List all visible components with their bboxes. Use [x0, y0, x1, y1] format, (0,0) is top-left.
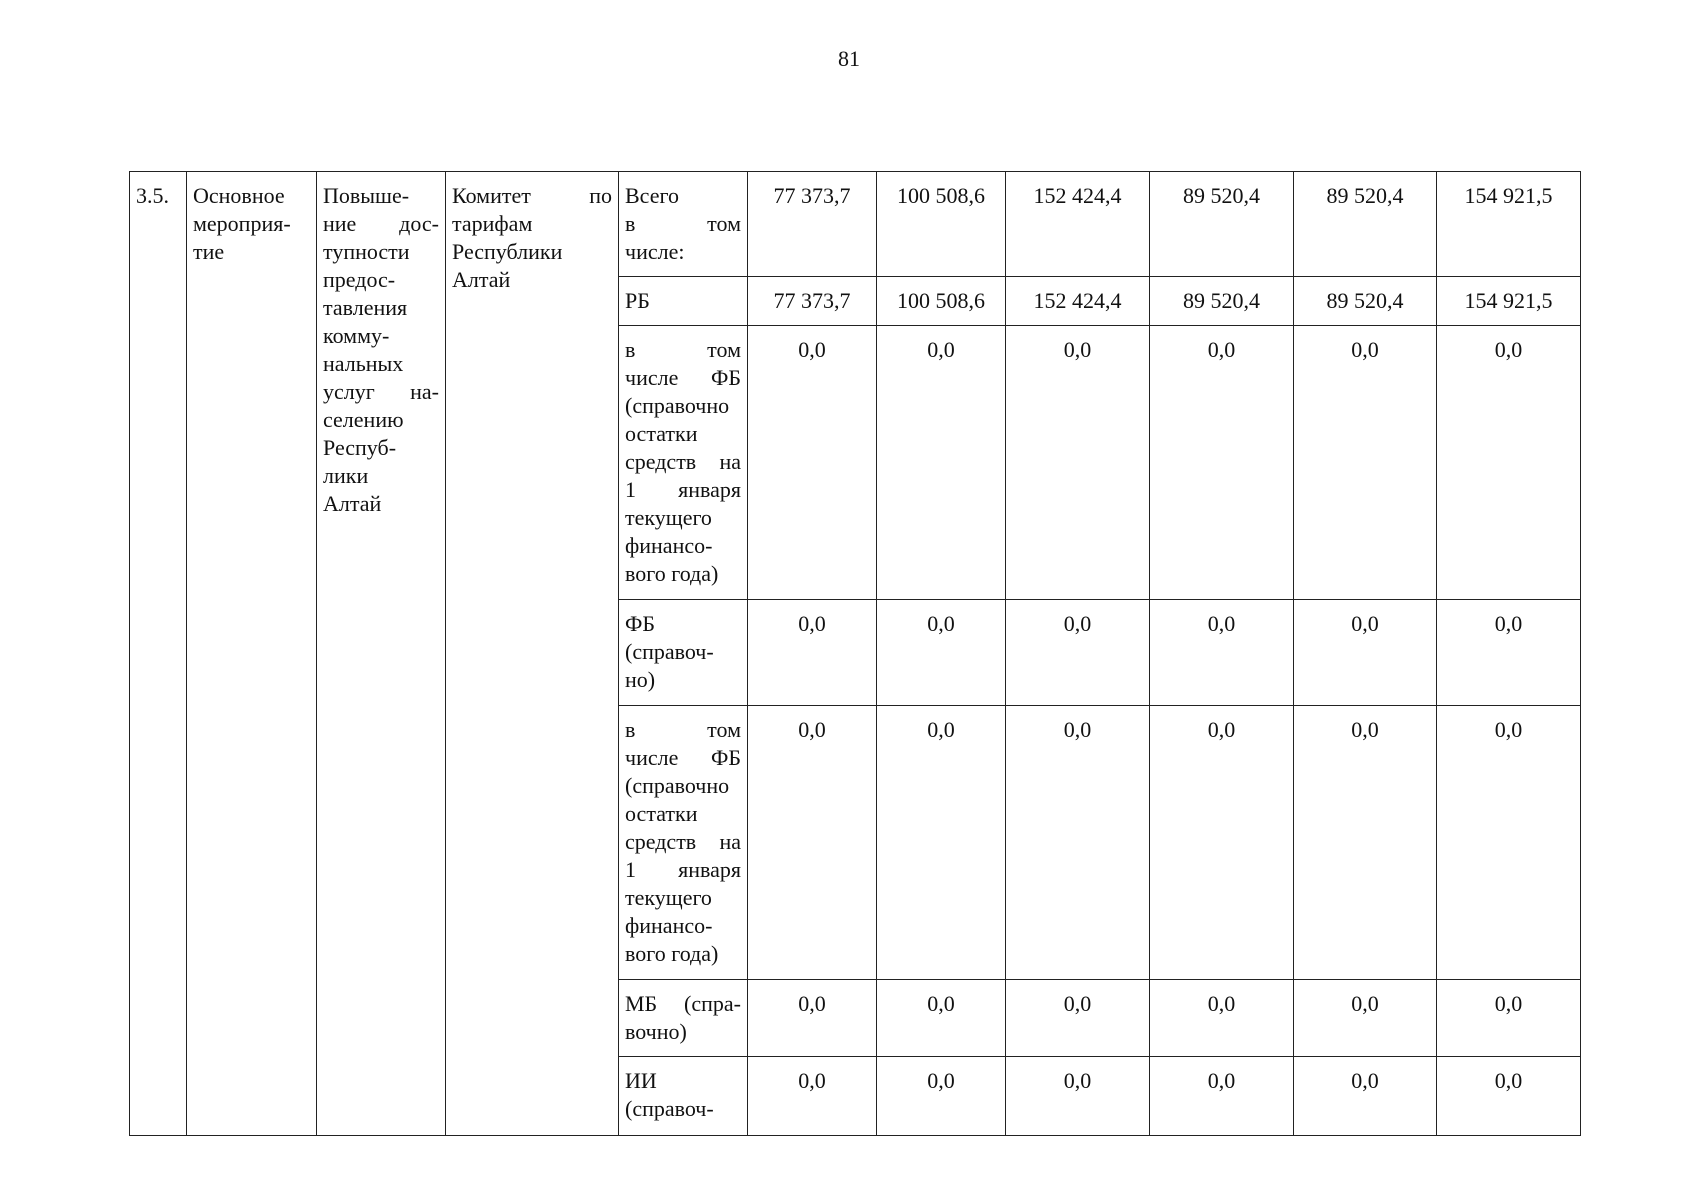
activity-name-cell-line: тупности [323, 239, 410, 264]
value-cell-year-3: 0,0 [1006, 706, 1150, 980]
value-cell-year-3: 152 424,4 [1006, 172, 1150, 277]
funding-source-cell-line: ФБ [625, 611, 656, 636]
value-cell-year-5: 89 520,4 [1294, 277, 1437, 326]
activity-name-cell-line: нальных [323, 351, 404, 376]
funding-source-cell [619, 326, 748, 600]
funding-source-cell-line: средств на [625, 829, 741, 854]
activity-name-cell-line: Повыше- [323, 183, 410, 208]
funding-source-cell [619, 277, 748, 326]
value-cell-year-2: 0,0 [877, 326, 1006, 600]
funding-source-cell [619, 706, 748, 980]
value-cell-year-5: 0,0 [1294, 1057, 1437, 1136]
funding-source-cell-line: средств на [625, 449, 741, 474]
activity-name-cell-line: услуг на- [323, 379, 439, 404]
funding-source-cell-line: (справоч- [625, 639, 714, 664]
funding-source-cell [619, 172, 748, 277]
funding-source-cell-line: вочно) [625, 1019, 687, 1044]
funding-source-cell [619, 1057, 748, 1136]
value-cell-year-5: 0,0 [1294, 326, 1437, 600]
activity-name-cell-line: Респуб- [323, 435, 397, 460]
value-cell-year-3: 152 424,4 [1006, 277, 1150, 326]
funding-source-cell-line: финансо- [625, 913, 713, 938]
funding-source-cell-line: (справоч- [625, 1096, 714, 1121]
funding-source-cell-line: остатки [625, 421, 698, 446]
funding-source-cell-line: 1 января [625, 857, 741, 882]
value-cell-year-2: 0,0 [877, 706, 1006, 980]
value-cell-year-2: 0,0 [877, 1057, 1006, 1136]
executor-cell-line: Алтай [452, 267, 511, 292]
activity-name-cell-line: тавления [323, 295, 408, 320]
activity-type-cell-line: мероприя- [193, 211, 291, 236]
value-cell-year-5: 0,0 [1294, 600, 1437, 706]
value-cell-year-6: 154 921,5 [1437, 172, 1581, 277]
activity-type-cell [187, 172, 317, 1136]
value-cell-year-3: 0,0 [1006, 1057, 1150, 1136]
funding-source-cell-line: в том [625, 337, 741, 362]
funding-source-cell-line: Всего [625, 183, 679, 208]
activity-name-cell-line: селению [323, 407, 404, 432]
value-cell-year-1: 0,0 [748, 1057, 877, 1136]
value-cell-year-1: 0,0 [748, 980, 877, 1057]
funding-source-cell-line: (справочно [625, 773, 730, 798]
value-cell-year-1: 77 373,7 [748, 172, 877, 277]
funding-source-cell [619, 980, 748, 1057]
activity-name-cell-line: предос- [323, 267, 396, 292]
value-cell-year-1: 0,0 [748, 600, 877, 706]
value-cell-year-1: 0,0 [748, 706, 877, 980]
value-cell-year-2: 100 508,6 [877, 172, 1006, 277]
executor-cell-line: Комитет по [452, 183, 612, 208]
row-number-cell: 3.5. [130, 172, 187, 1136]
value-cell-year-6: 0,0 [1437, 326, 1581, 600]
funding-source-cell-line: МБ (спра- [625, 991, 741, 1016]
executor-cell [446, 172, 619, 1136]
funding-source-cell-line: текущего [625, 885, 712, 910]
activity-name-cell [317, 172, 446, 1136]
funding-source-cell-line: ИИ [625, 1068, 657, 1093]
value-cell-year-4: 0,0 [1150, 1057, 1294, 1136]
activity-type-cell-line: Основное [193, 183, 285, 208]
value-cell-year-3: 0,0 [1006, 326, 1150, 600]
table-row [130, 172, 1581, 277]
value-cell-year-5: 0,0 [1294, 980, 1437, 1057]
value-cell-year-6: 0,0 [1437, 1057, 1581, 1136]
value-cell-year-4: 0,0 [1150, 980, 1294, 1057]
funding-source-cell-line: РБ [625, 288, 650, 313]
funding-source-cell-line: финансо- [625, 533, 713, 558]
value-cell-year-3: 0,0 [1006, 980, 1150, 1057]
activity-name-cell-line: лики [323, 463, 369, 488]
value-cell-year-6: 0,0 [1437, 600, 1581, 706]
funding-table [129, 171, 1581, 1136]
executor-cell-line: Республики [452, 239, 563, 264]
value-cell-year-4: 0,0 [1150, 326, 1294, 600]
funding-source-cell [619, 600, 748, 706]
page-number: 81 [838, 46, 860, 71]
funding-source-cell-line: в том [625, 211, 741, 236]
value-cell-year-1: 0,0 [748, 326, 877, 600]
funding-source-cell-line: числе ФБ [625, 745, 741, 770]
executor-cell-line: тарифам [452, 211, 533, 236]
funding-source-cell-line: остатки [625, 801, 698, 826]
funding-source-cell-line: числе ФБ [625, 365, 741, 390]
value-cell-year-4: 89 520,4 [1150, 172, 1294, 277]
value-cell-year-5: 89 520,4 [1294, 172, 1437, 277]
funding-source-cell-line: но) [625, 667, 656, 692]
value-cell-year-6: 0,0 [1437, 706, 1581, 980]
value-cell-year-2: 100 508,6 [877, 277, 1006, 326]
value-cell-year-2: 0,0 [877, 980, 1006, 1057]
value-cell-year-1: 77 373,7 [748, 277, 877, 326]
activity-type-cell-line: тие [193, 239, 225, 264]
funding-source-cell-line: (справочно [625, 393, 730, 418]
value-cell-year-4: 0,0 [1150, 706, 1294, 980]
activity-name-cell-line: Алтай [323, 491, 382, 516]
funding-source-cell-line: числе: [625, 239, 685, 264]
activity-name-cell-line: ние дос- [323, 211, 439, 236]
value-cell-year-4: 0,0 [1150, 600, 1294, 706]
value-cell-year-5: 0,0 [1294, 706, 1437, 980]
value-cell-year-6: 0,0 [1437, 980, 1581, 1057]
funding-source-cell-line: вого года) [625, 941, 719, 966]
funding-source-cell-line: вого года) [625, 561, 719, 586]
funding-source-cell-line: текущего [625, 505, 712, 530]
value-cell-year-3: 0,0 [1006, 600, 1150, 706]
value-cell-year-4: 89 520,4 [1150, 277, 1294, 326]
activity-name-cell-line: комму- [323, 323, 390, 348]
funding-source-cell-line: 1 января [625, 477, 741, 502]
value-cell-year-2: 0,0 [877, 600, 1006, 706]
value-cell-year-6: 154 921,5 [1437, 277, 1581, 326]
funding-source-cell-line: в том [625, 717, 741, 742]
